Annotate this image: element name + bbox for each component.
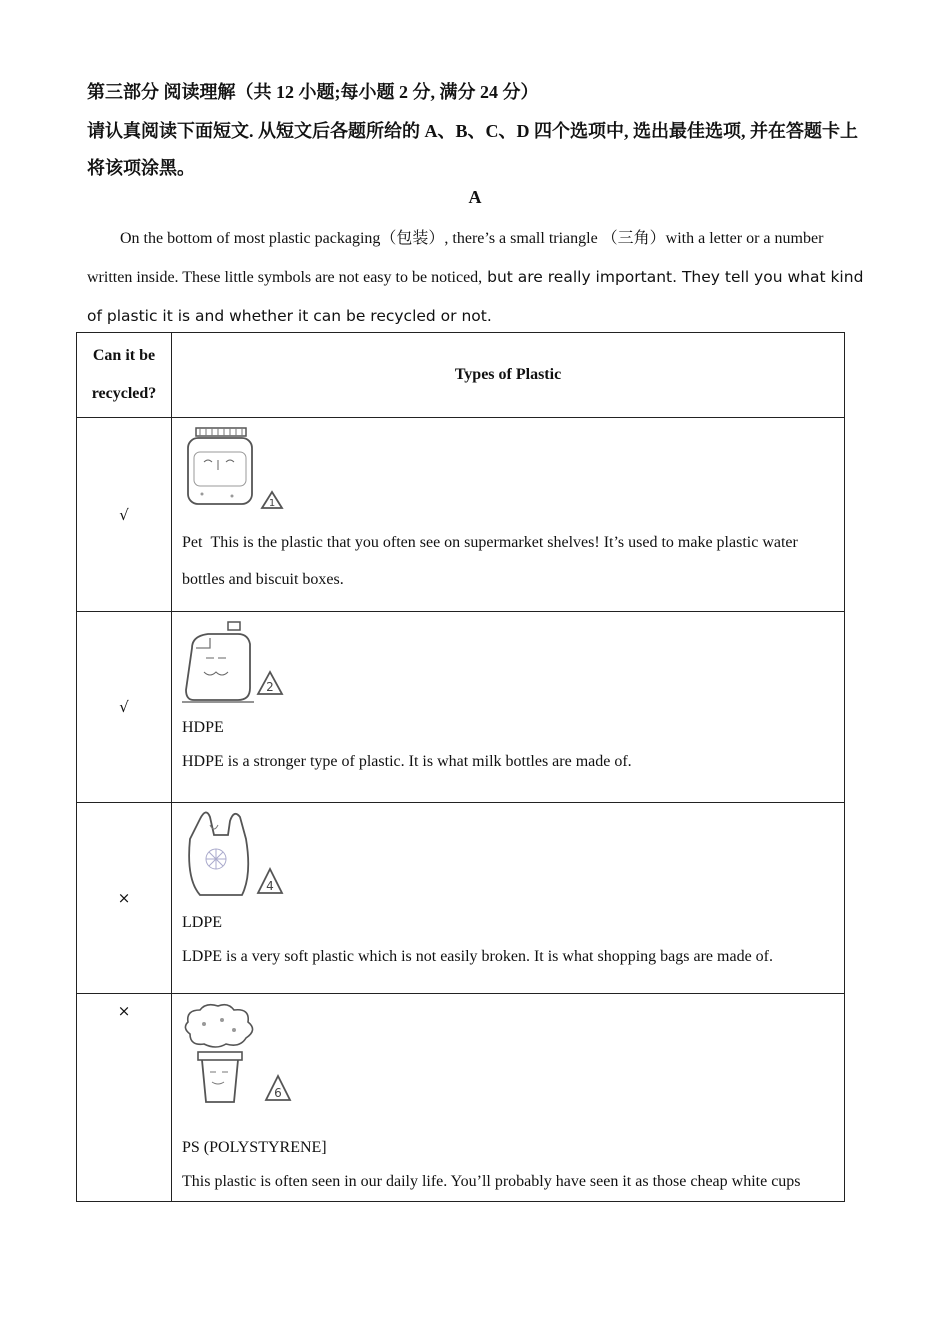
- jar-icon: [182, 424, 292, 510]
- intro-text-serif: On the bottom of most plastic packaging（包装）, there’s a small triangle （三角）with a letter or a number written inside. These little symbols are not easy to be noticed,: [87, 230, 824, 286]
- plastic-type-cell: [172, 612, 845, 803]
- plastic-type-cell: [172, 803, 845, 994]
- section-title: 第三部分 阅读理解（共 12 小题;每小题 2 分, 满分 24 分）: [87, 82, 539, 102]
- intro-paragraph: [87, 220, 867, 336]
- plastics-table: [76, 332, 845, 1202]
- table-header-row: [77, 333, 845, 418]
- plastic-type-cell: [172, 994, 845, 1202]
- table-row: [77, 418, 845, 612]
- plastic-name: HDPE: [182, 719, 224, 736]
- table-row: [77, 803, 845, 994]
- foam-cup-icon: [182, 1000, 302, 1108]
- plastic-description: This plastic is often seen in our daily life. You’ll probably have seen it as those cheap white cups: [182, 1173, 801, 1190]
- table-row: [77, 994, 845, 1202]
- plastic-name: Pet: [182, 534, 203, 551]
- triangle-number: 4: [266, 879, 274, 893]
- recyclable-mark: √: [77, 612, 172, 803]
- triangle-number: 2: [266, 680, 274, 694]
- recyclable-mark: ×: [77, 803, 172, 994]
- instructions: 请认真阅读下面短文. 从短文后各题所给的 A、B、C、D 四个选项中, 选出最佳选项, 并在答题卡上将该项涂黑。: [87, 121, 858, 178]
- plastic-description: LDPE is a very soft plastic which is not easily broken. It is what shopping bags are made of.: [182, 948, 773, 965]
- table-row: [77, 612, 845, 803]
- plastic-type-cell: [172, 418, 845, 612]
- milk-jug-icon: [182, 618, 292, 706]
- triangle-number: 1: [268, 498, 276, 509]
- plastic-description: This is the plastic that you often see on supermarket shelves! It’s used to make plastic water bottles and biscuit boxes.: [182, 534, 798, 588]
- recyclable-mark: √: [77, 418, 172, 612]
- shopping-bag-icon: [182, 809, 292, 901]
- plastic-text: [182, 524, 834, 598]
- recyclable-mark: ×: [77, 994, 172, 1202]
- plastic-name: PS (POLYSTYRENE]: [182, 1139, 327, 1156]
- intro-text-sans: but are really important. They tell you what kind of plastic it is and whether it can be recycled or not.: [87, 268, 864, 325]
- types-column-header: Types of Plastic: [172, 333, 845, 418]
- triangle-number: 6: [274, 1086, 282, 1100]
- recycled-column-header: Can it be recycled?: [77, 333, 172, 418]
- passage-label: A: [468, 187, 482, 207]
- plastic-description: HDPE is a stronger type of plastic. It is what milk bottles are made of.: [182, 753, 632, 770]
- plastic-name: LDPE: [182, 914, 222, 931]
